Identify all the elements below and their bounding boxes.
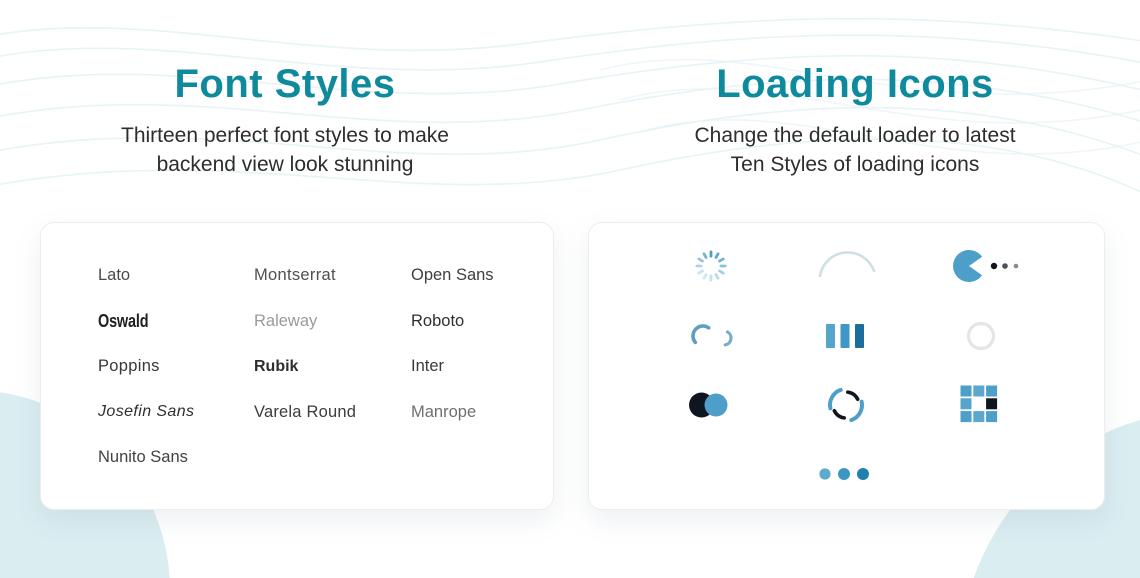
loading-icons-subtitle-line1: Change the default loader to latest bbox=[694, 124, 1016, 147]
loader-tick-spinner-icon bbox=[693, 248, 729, 284]
font-styles-subtitle-line2: backend view look stunning bbox=[156, 153, 414, 176]
font-sample-nunito-sans: Nunito Sans bbox=[98, 448, 188, 467]
font-sample-manrope: Manrope bbox=[411, 402, 477, 421]
loader-pacman-icon bbox=[952, 248, 1026, 284]
loader-ring-icon bbox=[965, 320, 997, 352]
font-sample-poppins: Poppins bbox=[98, 357, 160, 376]
font-sample-open-sans: Open Sans bbox=[411, 266, 494, 285]
loading-icons-subtitle-line2: Ten Styles of loading icons bbox=[730, 153, 980, 176]
font-sample-varela-round: Varela Round bbox=[254, 402, 357, 421]
font-sample-rubik: Rubik bbox=[254, 357, 299, 375]
loader-duo-circles-icon bbox=[688, 390, 730, 420]
font-styles-card bbox=[40, 222, 554, 510]
loading-icons-subtitle bbox=[570, 121, 1140, 179]
font-styles-section bbox=[0, 0, 570, 179]
font-styles-subtitle bbox=[0, 121, 570, 179]
loading-icons-card bbox=[588, 222, 1105, 510]
loader-arc-spinner-icon bbox=[814, 242, 878, 284]
loader-dual-crescent-icon bbox=[688, 320, 734, 352]
loader-three-dots-icon bbox=[818, 467, 870, 481]
font-samples-column-2 bbox=[254, 253, 411, 481]
loader-grid-squares-icon bbox=[960, 385, 998, 423]
font-sample-oswald: Oswald bbox=[98, 310, 149, 332]
font-sample-inter: Inter bbox=[411, 357, 445, 376]
font-sample-josefin-sans: Josefin Sans bbox=[98, 403, 195, 421]
font-sample-lato: Lato bbox=[98, 266, 131, 285]
font-sample-raleway: Raleway bbox=[254, 311, 318, 330]
font-sample-montserrat: Montserrat bbox=[254, 266, 336, 285]
font-samples-column-3 bbox=[411, 253, 551, 481]
loader-bars-icon bbox=[826, 323, 866, 349]
loading-icons-title: Loading Icons bbox=[716, 62, 994, 106]
font-samples-column-1 bbox=[98, 253, 254, 481]
font-styles-subtitle-line1: Thirteen perfect font styles to make bbox=[121, 124, 449, 147]
loading-icons-section bbox=[570, 0, 1140, 179]
loader-broken-ring-icon bbox=[824, 383, 868, 427]
font-styles-title: Font Styles bbox=[174, 62, 396, 106]
font-samples-grid bbox=[41, 223, 553, 481]
font-sample-roboto: Roboto bbox=[411, 311, 465, 330]
